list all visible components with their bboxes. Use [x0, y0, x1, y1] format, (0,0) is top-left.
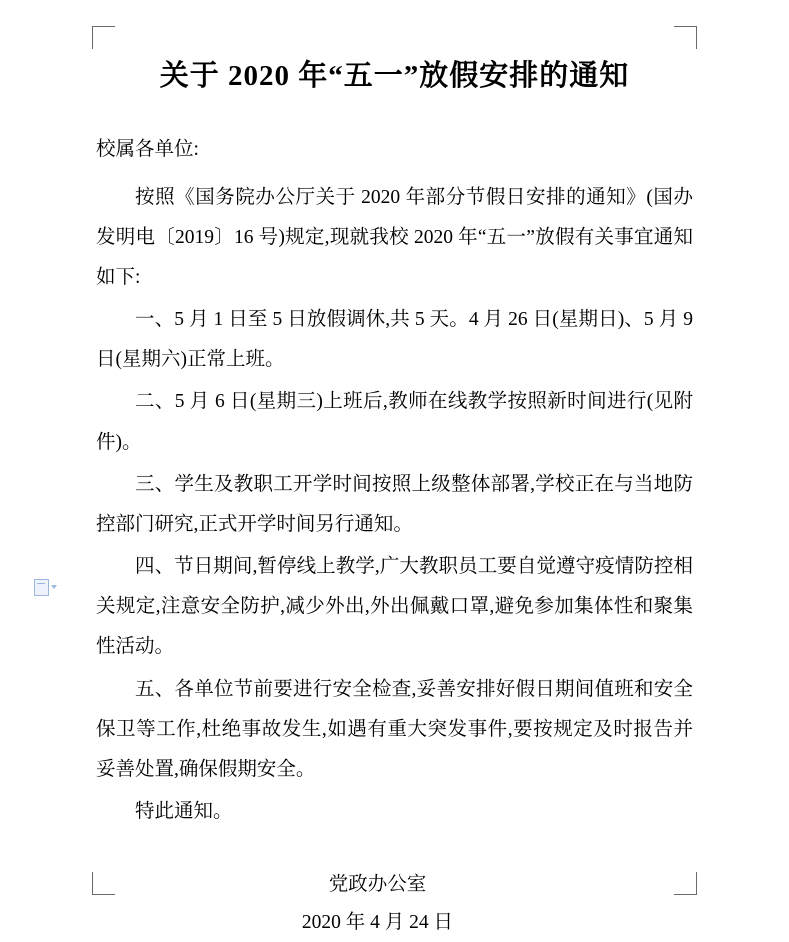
salutation: 校属各单位:: [96, 138, 199, 160]
paragraph: 四、节日期间,暂停线上教学,广大教职员工要自觉遵守疫情防控相关规定,注意安全防护,减少外出,外出佩戴口罩,避免参加集体性和聚集性活动。: [96, 556, 693, 658]
page-title: 关于 2020 年“五一”放假安排的通知: [159, 60, 630, 92]
signature-block: [96, 866, 693, 942]
chevron-down-icon: [51, 585, 57, 589]
signature-date: 2020 年 4 月 24 日: [301, 912, 454, 934]
document-anchor-icon[interactable]: [34, 578, 60, 596]
paragraph: 一、5 月 1 日至 5 日放假调休,共 5 天。4 月 26 日(星期日)、5 月 9 日(星期六)正常上班。: [96, 309, 693, 371]
paragraph: 三、学生及教职工开学时间按照上级整体部署,学校正在与当地防控部门研究,正式开学时间另行通知。: [96, 473, 693, 535]
paragraph: 五、各单位节前要进行安全检查,妥善安排好假日期间值班和安全保卫等工作,杜绝事故发生,如遇有重大突发事件,要按规定及时报告并妥善处置,确保假期安全。: [96, 678, 693, 780]
document-body: [96, 40, 693, 942]
signature-office: 党政办公室: [328, 874, 427, 896]
anchor-sheet-shape: [34, 579, 49, 596]
paragraph: 特此通知。: [135, 800, 233, 822]
paragraph: 二、5 月 6 日(星期三)上班后,教师在线教学按照新时间进行(见附件)。: [96, 391, 693, 453]
paragraph: 按照《国务院办公厅关于 2020 年部分节假日安排的通知》(国办发明电〔2019〕16 号)规定,现就我校 2020 年“五一”放假有关事宜通知如下:: [96, 186, 693, 288]
